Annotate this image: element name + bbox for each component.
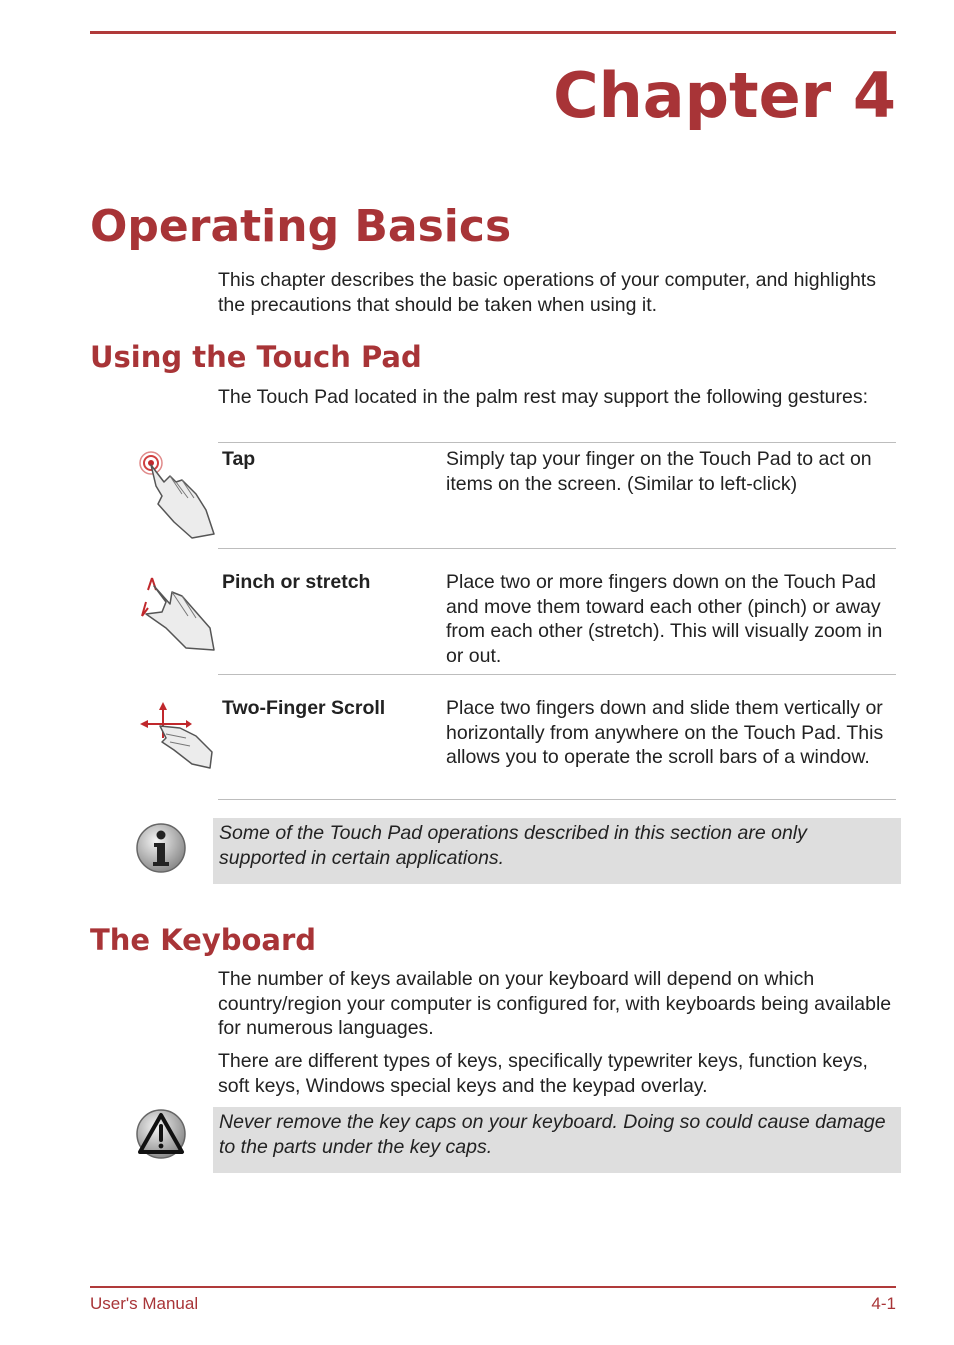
section-heading-touchpad: Using the Touch Pad xyxy=(90,340,422,374)
page-title: Operating Basics xyxy=(90,201,512,252)
footer-manual-label: User's Manual xyxy=(90,1294,199,1313)
warning-icon xyxy=(135,1108,187,1160)
section-heading-keyboard: The Keyboard xyxy=(90,923,317,957)
footer-rule xyxy=(90,1286,896,1288)
table-divider xyxy=(218,442,896,443)
info-icon xyxy=(135,822,187,874)
gesture-term-tap: Tap xyxy=(222,448,256,470)
gesture-term-scroll: Two-Finger Scroll xyxy=(222,697,386,719)
gesture-desc-pinch: Place two or more fingers down on the Touch Pad and move them toward each other (pinch) or away from each other (stretch). This will visually zoom in or out. xyxy=(446,571,883,667)
table-divider xyxy=(218,548,896,549)
keyboard-paragraph: The number of keys available on your keyboard will depend on which country/region your computer is configured for, with keyboards being available for numerous languages. xyxy=(218,968,892,1039)
top-rule xyxy=(90,31,896,34)
chapter-intro: This chapter describes the basic operations of your computer, and highlights the precautions that should be taken when using it. xyxy=(218,269,876,316)
table-divider xyxy=(218,799,896,800)
gesture-desc-scroll: Place two fingers down and slide them vertically or horizontally from anywhere on the Touch Pad. This allows you to operate the scroll bars of a window. xyxy=(446,697,884,768)
gesture-desc-tap: Simply tap your finger on the Touch Pad to act on items on the screen. (Similar to left-click) xyxy=(446,448,872,495)
table-divider xyxy=(218,674,896,675)
pinch-gesture-icon xyxy=(136,572,216,654)
touchpad-intro: The Touch Pad located in the palm rest may support the following gestures: xyxy=(218,386,869,408)
chapter-label: Chapter 4 xyxy=(553,59,896,132)
touchpad-note: Some of the Touch Pad operations described in this section are only supported in certain applications. xyxy=(213,818,901,884)
scroll-gesture-icon xyxy=(136,698,216,770)
keyboard-paragraph: There are different types of keys, specifically typewriter keys, function keys, soft keys, Windows special keys and the keypad overlay. xyxy=(218,1050,868,1097)
tap-gesture-icon xyxy=(136,448,216,540)
keyboard-caution: Never remove the key caps on your keyboard. Doing so could cause damage to the parts under the key caps. xyxy=(213,1107,901,1173)
gesture-term-pinch: Pinch or stretch xyxy=(222,571,371,593)
page-number: 4-1 xyxy=(871,1294,896,1313)
